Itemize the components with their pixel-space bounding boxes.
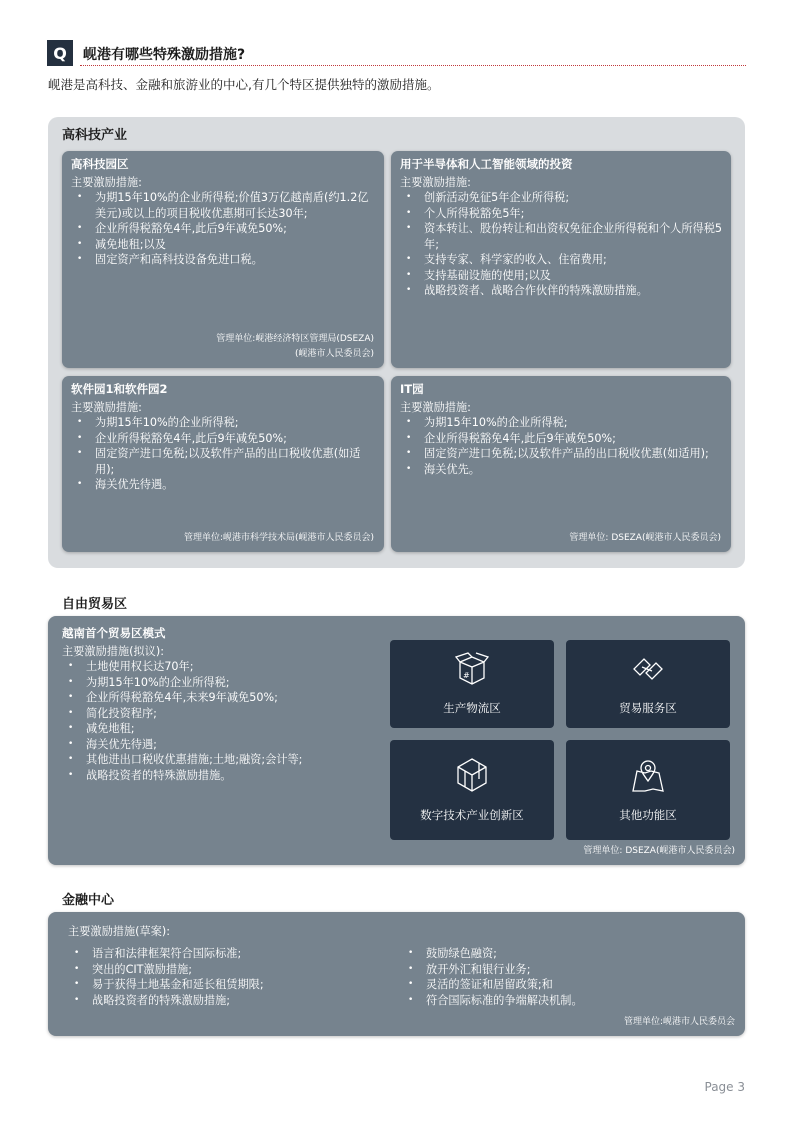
list-item: • 企业所得税豁免4年,此后9年减免50%; [71,431,375,447]
ftz-title: 自由贸易区 [62,597,128,612]
list-item: • 企业所得税豁免4年,此后9年减免50%; [71,221,375,237]
tile-production-logistics [390,640,554,728]
list-item: • 支持基础设施的使用;以及 [400,268,722,284]
list-item: • 固定资产和高科技设备免进口税。 [71,252,375,268]
page-title: 岘港有哪些特殊激励措施? [83,47,246,63]
card-sub: 主要激励措施: [71,400,142,414]
footer-line: 管理单位: DSEZA(岘港市人民委员会) [569,533,721,543]
list-item: • 放开外汇和银行业务; [402,962,722,978]
map-pin-icon [630,757,666,793]
list-item: • 战略投资者的特殊激励措施; [68,993,388,1009]
box-icon [454,652,490,686]
list-item: • 符合国际标准的争端解决机制。 [402,993,722,1009]
card-it-park [391,376,731,552]
card-title: IT园 [400,382,424,396]
intro-text: 岘港是高科技、金融和旅游业的中心,有几个特区提供独特的激励措施。 [48,77,440,92]
list-item: • 固定资产进口免税;以及软件产品的出口税收优惠(如适用); [400,446,722,462]
finance-footer: 管理单位:岘港市人民委员会 [623,1017,735,1027]
list-item: • 为期15年10%的企业所得税; [400,415,722,431]
handshake-icon [630,652,666,686]
incentive-list [400,415,722,477]
list-item: • 突出的CIT激励措施; [68,962,388,978]
card-software-park [62,376,384,552]
ftz-footer: 管理单位: DSEZA(岘港市人民委员会) [583,846,735,856]
ftz-card-title: 越南首个贸易区模式 [62,626,166,640]
finance-list-right [402,946,722,1008]
tile-label: 贸易服务区 [619,701,677,715]
list-item: • 创新活动免征5年企业所得税; [400,190,722,206]
list-item: • 企业所得税豁免4年,此后9年减免50%; [400,431,722,447]
footer-line: 管理单位:岘港市科学技术局(岘港市人民委员会) [183,533,374,543]
q-badge: Q [47,40,73,66]
list-item: • 灵活的签证和居留政策;和 [402,977,722,993]
card-title: 高科技园区 [71,157,129,171]
card-sub: 主要激励措施: [400,400,471,414]
list-item: • 简化投资程序; [62,706,731,722]
finance-title: 金融中心 [62,893,115,908]
list-item: • 战略投资者、战略合作伙伴的特殊激励措施。 [400,283,722,299]
cube-icon [454,757,490,793]
card-semiconductor-ai [391,151,731,368]
list-item: • 企业所得税豁免4年,未来9年减免50%; [62,690,731,706]
tile-digital-tech [390,740,554,840]
tile-label: 其他功能区 [619,808,677,822]
card-footer [569,531,721,546]
finance-sub: 主要激励措施(草案): [68,925,170,938]
card-sub: 主要激励措施: [400,175,471,189]
list-item: • 海关优先。 [400,462,722,478]
hightech-title: 高科技产业 [62,128,128,143]
card-sub: 主要激励措施: [71,175,142,189]
ftz-sub: 主要激励措施(拟议): [62,644,164,658]
list-item: • 为期15年10%的企业所得税; [71,415,375,431]
divider [80,65,746,66]
list-item: • 固定资产进口免税;以及软件产品的出口税收优惠(如适用); [71,446,375,477]
card-footer [184,531,374,546]
footer-line: 管理单位:岘港经济特区管理局(DSEZA) [216,334,374,344]
list-item: • 为期15年10%的企业所得税;价值3万亿越南盾(约1.2亿美元)或以上的项目税收优惠期可长达30年; [71,190,375,221]
svg-text:#: # [463,671,470,680]
incentive-list [400,190,722,299]
list-item: • 减免地租;以及 [71,237,375,253]
finance-list-left [68,946,388,1008]
footer-line: (岘港市人民委员会) [294,349,374,359]
list-item: • 支持专家、科学家的收入、住宿费用; [400,252,722,268]
tile-label: 生产物流区 [443,701,501,715]
list-item: • 其他进出口税收优惠措施;土地;融资;会计等; [62,752,731,768]
finance-card [48,912,745,1036]
list-item: • 海关优先待遇; [62,737,731,753]
card-hightech-park [62,151,384,368]
list-item: • 土地使用权长达70年; [62,659,731,675]
page-number: Page 3 [704,1080,745,1094]
list-item: • 战略投资者的特殊激励措施。 [62,768,731,784]
card-footer [216,332,374,362]
tile-other-functions [566,740,730,840]
list-item: • 个人所得税豁免5年; [400,206,722,222]
tile-label: 数字技术产业创新区 [420,808,524,822]
incentive-list [71,190,375,268]
incentive-list [71,415,375,493]
list-item: • 资本转让、股份转让和出资权免征企业所得税和个人所得税5年; [400,221,722,252]
list-item: • 海关优先待遇。 [71,477,375,493]
list-item: • 易于获得土地基金和延长租赁期限; [68,977,388,993]
list-item: • 语言和法律框架符合国际标准; [68,946,388,962]
card-title: 用于半导体和人工智能领域的投资 [400,157,573,171]
list-item: • 为期15年10%的企业所得税; [62,675,731,691]
list-item: • 鼓励绿色融资; [402,946,722,962]
card-title: 软件园1和软件园2 [71,382,168,396]
list-item: • 减免地租; [62,721,731,737]
tile-trade-services [566,640,730,728]
